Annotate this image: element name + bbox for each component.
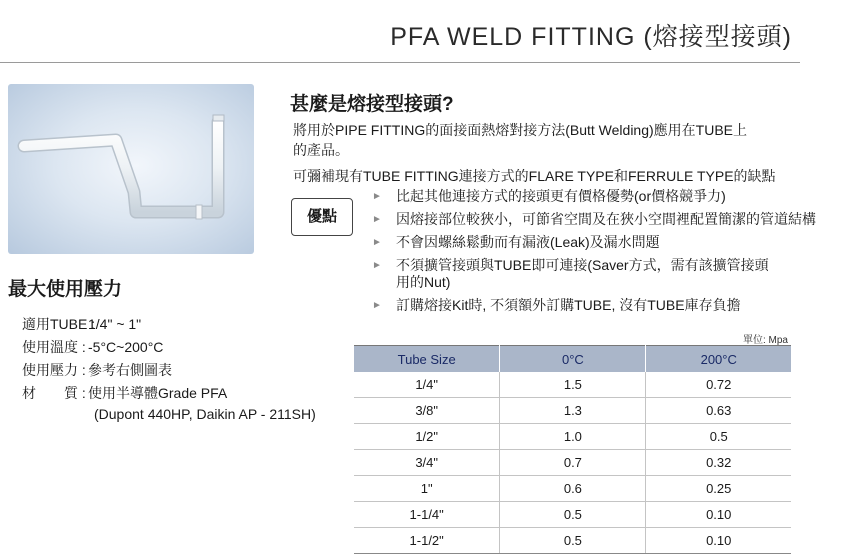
description-line-2: 的產品。	[293, 142, 349, 158]
triangle-bullet-icon: ►	[372, 191, 382, 202]
table-cell: 1.0	[500, 424, 646, 450]
table-cell: 0.10	[646, 502, 791, 528]
triangle-bullet-icon: ►	[372, 237, 382, 248]
spec-label: 使用壓力 :	[22, 362, 86, 378]
complement-note: 可彌補現有TUBE FITTING連接方式的FLARE TYPE和FERRULE TYPE的缺點	[293, 168, 776, 184]
table-cell: 0.72	[646, 372, 791, 398]
list-item: ► 不會因螺絲鬆動而有漏液(Leak)及漏水問題	[372, 234, 660, 250]
spec-value: 使用半導體Grade PFA	[88, 385, 228, 401]
list-item: ► 比起其他連接方式的接頭更有價格優勢(or價格競爭力)	[372, 188, 726, 204]
weld-fitting-image	[8, 84, 254, 254]
table-row	[354, 398, 791, 424]
unit-label: 單位: Mpa	[742, 335, 788, 346]
table-cell: 0.7	[500, 450, 646, 476]
table-cell: 1-1/4"	[354, 502, 500, 528]
table-cell: 0.6	[500, 476, 646, 502]
list-item: ► 訂購熔接Kit時, 不須額外訂購TUBE, 沒有TUBE庫存負擔	[372, 297, 741, 313]
product-photo	[8, 84, 254, 254]
table-row	[354, 450, 791, 476]
table-cell: 0.10	[646, 528, 791, 554]
table-row	[354, 502, 791, 528]
material-grade-note: (Dupont 440HP, Daikin AP - 211SH)	[94, 406, 316, 422]
table-cell: 1-1/2"	[354, 528, 500, 554]
list-item: ► 不須擴管接頭與TUBE即可連接(Saver方式，需有該擴管接頭用的Nut)	[372, 257, 769, 290]
table-cell: 0.5	[646, 424, 791, 450]
table-cell: 1/2"	[354, 424, 500, 450]
max-pressure-heading: 最大使用壓力	[8, 279, 123, 300]
table-cell: 1"	[354, 476, 500, 502]
spec-row-tube	[22, 314, 141, 334]
table-cell: 1.3	[500, 398, 646, 424]
table-cell: 0.25	[646, 476, 791, 502]
spec-label: 適用TUBE :	[22, 316, 96, 332]
column-header: 200°C	[646, 346, 791, 373]
page-title: PFA WELD FITTING (熔接型接頭)	[390, 23, 792, 51]
table-row	[354, 476, 791, 502]
table-row	[354, 424, 791, 450]
table-cell: 0.5	[500, 528, 646, 554]
triangle-bullet-icon: ►	[372, 214, 382, 225]
triangle-bullet-icon: ►	[372, 300, 382, 311]
spec-row-pressure	[22, 360, 172, 380]
triangle-bullet-icon: ►	[372, 260, 382, 271]
spec-row-material	[22, 383, 227, 403]
spec-value: -5°C~200°C	[88, 339, 164, 355]
table-row	[354, 372, 791, 398]
table-cell: 0.32	[646, 450, 791, 476]
table-cell: 3/8"	[354, 398, 500, 424]
spec-value: 參考右側圖表	[88, 362, 172, 378]
spec-row-temperature	[22, 337, 163, 357]
table-cell: 1.5	[500, 372, 646, 398]
table-header-row	[354, 346, 791, 373]
table-cell: 0.5	[500, 502, 646, 528]
table-cell: 1/4"	[354, 372, 500, 398]
advantages-list	[372, 188, 842, 320]
spec-label: 使用溫度 :	[22, 339, 86, 355]
advantages-badge: 優點	[291, 198, 353, 236]
column-header: Tube Size	[354, 346, 500, 373]
spec-value: 1/4" ~ 1"	[88, 316, 142, 332]
spec-label: 材 質 :	[22, 385, 86, 401]
description-line-1: 將用於PIPE FITTING的面接面熱熔對接方法(Butt Welding)應用在TUBE上	[293, 122, 748, 138]
what-is-heading: 甚麼是熔接型接頭?	[290, 94, 454, 115]
title-divider	[0, 62, 800, 63]
table-row	[354, 528, 791, 554]
table-cell: 3/4"	[354, 450, 500, 476]
pressure-table	[354, 345, 791, 554]
column-header: 0°C	[500, 346, 646, 373]
table-cell: 0.63	[646, 398, 791, 424]
list-item: ► 因熔接部位較狹小，可節省空間及在狹小空間裡配置簡潔的管道結構	[372, 211, 816, 227]
